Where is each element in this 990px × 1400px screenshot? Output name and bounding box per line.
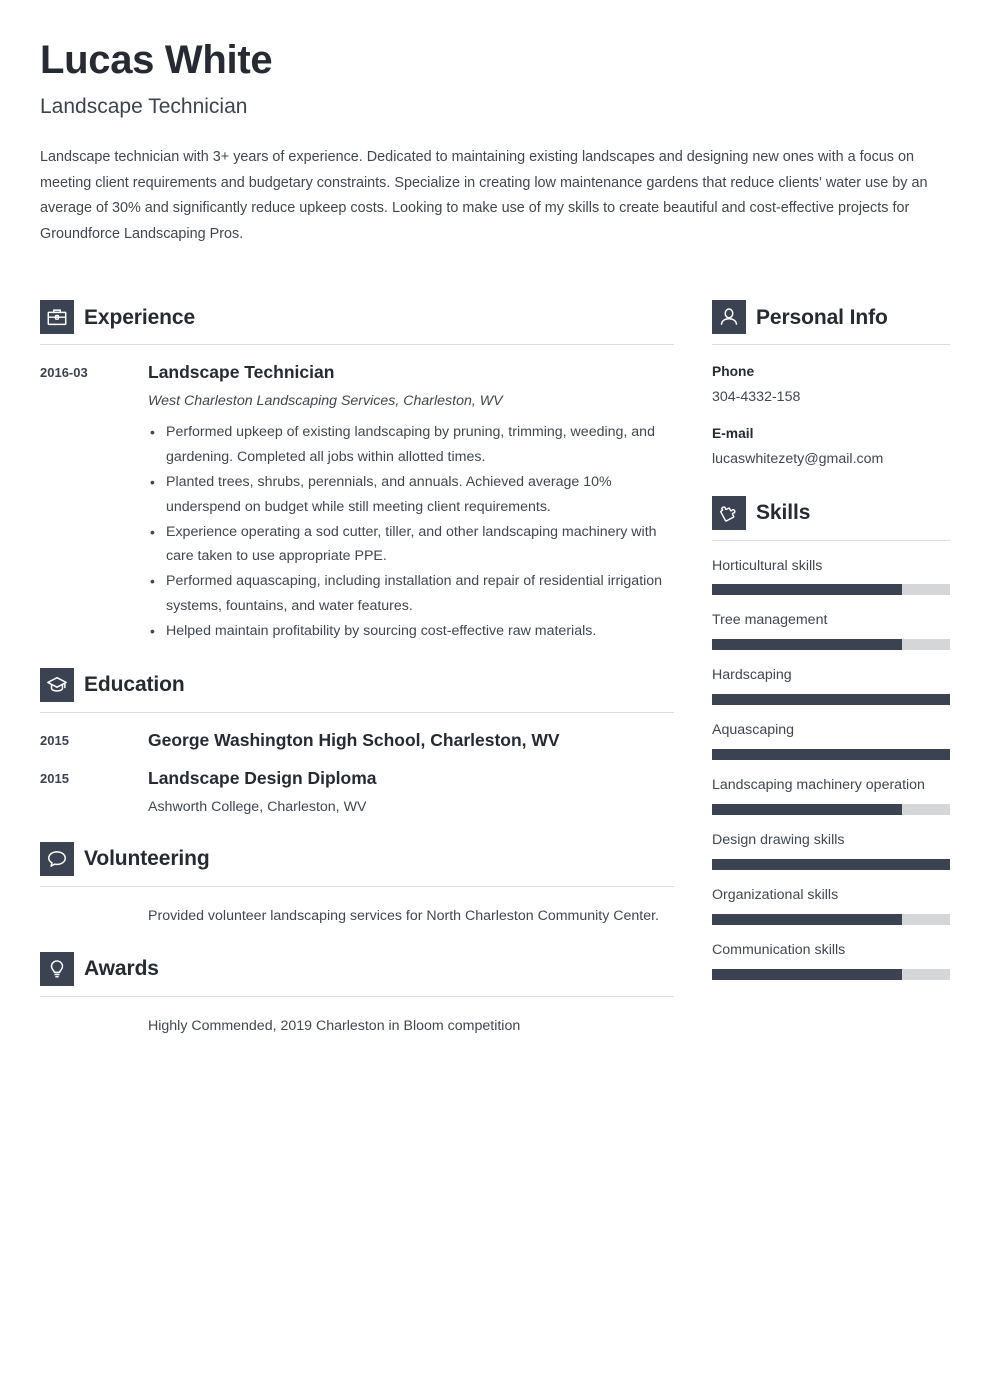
speech-bubble-icon — [40, 842, 74, 876]
section-skills — [712, 496, 950, 980]
section-title-awards: Awards — [84, 957, 159, 981]
personal-info-label-phone: Phone — [712, 364, 755, 380]
graduation-cap-icon — [40, 668, 74, 702]
experience-body — [148, 362, 674, 643]
page-title: Lucas White — [40, 38, 273, 82]
bullet-item: • Planted trees, shrubs, perennials, and annuals. Achieved average 10% underspend on budget while still meeting client requirements. — [148, 470, 674, 520]
divider — [712, 540, 950, 541]
skill-item — [712, 941, 950, 980]
side-column — [712, 278, 950, 979]
divider — [40, 344, 674, 345]
divider — [40, 886, 674, 887]
experience-date: 2016-03 — [40, 365, 88, 381]
bullet-item: • Performed aquascaping, including installation and repair of residential irrigation systems, fountains, and water features. — [148, 569, 674, 619]
skill-bar-fill — [712, 694, 950, 705]
skill-bar-track — [712, 749, 950, 760]
experience-bullets — [148, 420, 674, 643]
skill-label: Organizational skills — [712, 886, 839, 903]
puzzle-piece-icon — [712, 496, 746, 530]
skill-item — [712, 611, 950, 650]
skill-label: Tree management — [712, 612, 828, 629]
personal-info-value-email[interactable]: lucaswhitezety@gmail.com — [712, 450, 884, 467]
education-title: Landscape Design Diploma — [148, 768, 377, 789]
volunteering-entry — [40, 904, 674, 929]
date-spacer — [40, 904, 148, 929]
education-date: 2015 — [40, 771, 69, 787]
skill-label: Aquascaping — [712, 722, 795, 739]
awards-entry — [40, 1014, 674, 1039]
skill-bar-track — [712, 804, 950, 815]
bullet-item: • Helped maintain profitability by sourcing cost-effective raw materials. — [148, 619, 674, 644]
education-body — [148, 730, 674, 752]
section-personal-info — [712, 300, 950, 469]
section-header-awards — [40, 952, 674, 986]
divider — [712, 344, 950, 345]
main-column — [40, 278, 674, 1038]
experience-organization: West Charleston Landscaping Services, Charleston, WV — [148, 393, 503, 410]
lightbulb-icon — [40, 952, 74, 986]
skill-bar-track — [712, 969, 950, 980]
content-columns — [40, 278, 950, 1038]
education-title: George Washington High School, Charleston, WV — [148, 729, 560, 750]
skill-bar-fill — [712, 859, 950, 870]
skill-bar-track — [712, 694, 950, 705]
job-title: Landscape Technician — [40, 95, 248, 118]
section-header-education — [40, 668, 674, 702]
awards-text: Highly Commended, 2019 Charleston in Bloom competition — [148, 1017, 521, 1034]
skill-label: Design drawing skills — [712, 831, 845, 848]
skill-item — [712, 831, 950, 870]
section-title-skills: Skills — [756, 501, 811, 525]
section-header-experience — [40, 300, 674, 334]
personal-info-label-email: E-mail — [712, 426, 754, 442]
divider — [40, 712, 674, 713]
section-title-personal-info: Personal Info — [756, 305, 888, 329]
skill-item — [712, 721, 950, 760]
skill-bar-track — [712, 914, 950, 925]
section-header-volunteering — [40, 842, 674, 876]
skill-bar-fill — [712, 804, 902, 815]
skill-bar-track — [712, 859, 950, 870]
experience-entry — [40, 362, 674, 643]
section-header-skills — [712, 496, 950, 530]
personal-info-value-phone[interactable]: 304-4332-158 — [712, 388, 801, 405]
section-header-personal-info — [712, 300, 950, 334]
section-volunteering — [40, 842, 674, 929]
skill-bar-fill — [712, 584, 902, 595]
resume-header — [40, 38, 950, 247]
education-body — [148, 768, 674, 819]
briefcase-icon — [40, 300, 74, 334]
skill-bar-fill — [712, 969, 902, 980]
person-icon — [712, 300, 746, 334]
experience-role: Landscape Technician — [148, 362, 335, 383]
bullet-item: • Experience operating a sod cutter, tiller, and other landscaping machinery with care taken to use appropriate PPE. — [148, 520, 674, 570]
skill-label: Communication skills — [712, 941, 846, 958]
section-experience — [40, 300, 674, 643]
skill-label: Horticultural skills — [712, 557, 823, 574]
education-entry — [40, 730, 674, 752]
section-title-volunteering: Volunteering — [84, 847, 210, 871]
section-title-education: Education — [84, 672, 185, 696]
education-institution: Ashworth College, Charleston, WV — [148, 799, 367, 816]
education-entry — [40, 768, 674, 819]
skill-item — [712, 776, 950, 815]
summary-paragraph: Landscape technician with 3+ years of experience. Dedicated to maintaining existing landscapes and designing new ones with a focus on meeting client requirements and budgetary constraints. Specialize in creating low maintenance gardens that reduce clients' water use by an average of 30% and significantly reduce upkeep costs. Looking to make use of my skills to create beautiful and cost-effective projects for Groundforce Landscaping Pros. — [40, 149, 928, 242]
volunteering-text: Provided volunteer landscaping services for North Charleston Community Center. — [148, 908, 659, 924]
skill-bar-track — [712, 584, 950, 595]
skill-item — [712, 666, 950, 705]
skill-label: Hardscaping — [712, 667, 792, 684]
skill-item — [712, 557, 950, 596]
skill-bar-fill — [712, 914, 902, 925]
skill-bar-track — [712, 639, 950, 650]
skill-bar-fill — [712, 749, 950, 760]
section-awards — [40, 952, 674, 1039]
skill-bar-fill — [712, 639, 902, 650]
skill-item — [712, 886, 950, 925]
section-title-experience: Experience — [84, 305, 196, 329]
date-spacer — [40, 1014, 148, 1039]
education-date: 2015 — [40, 732, 69, 748]
section-education — [40, 668, 674, 819]
skill-label: Landscaping machinery operation — [712, 777, 925, 794]
bullet-item: • Performed upkeep of existing landscaping by pruning, trimming, weeding, and gardening. Completed all jobs within allotted times. — [148, 420, 674, 470]
divider — [40, 996, 674, 997]
